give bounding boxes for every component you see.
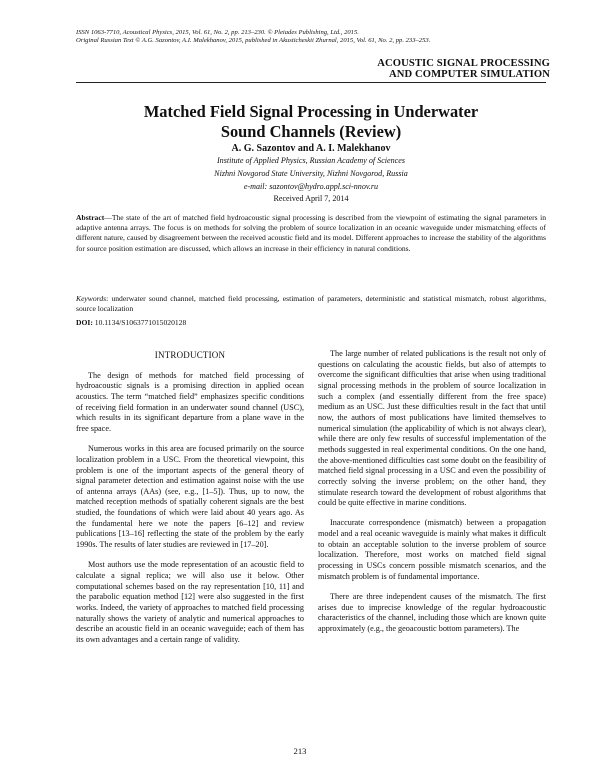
paragraph: The design of methods for matched field processing of hydroacoustic signals is a promising direction in applied ocean acoustics. The term “matched field” emphasizes specific conditions of receiving field formation in an underwater sound channel (USC), which results in its significant departure from a plane wave in the free space.: [76, 370, 304, 433]
received-date: Received April 7, 2014: [273, 194, 349, 203]
keywords-text: : underwater sound channel, matched field processing, estimation of parameters, deterministic and statistical mismatch, robust algorithms, source localization: [76, 294, 546, 314]
keywords: [76, 294, 546, 314]
abstract-text: —The state of the art of matched field hydroacoustic signal processing is described from the viewpoint of estimating the signal parameters in adaptive antenna arrays. The focus is on methods for solving the problem of source localization in an oceanic waveguide under mismatching effects of different nature, caused by disagreement between the received acoustic field and its model. Different approaches to increase the stability of the algorithms for source position estimation are discussed, which allows an increase in their efficiency in natural conditions.: [76, 213, 546, 253]
left-column: [76, 350, 304, 655]
original-text-note: Original Russian Text © A.G. Sazontov, A.I. Malekhanov, 2015, published in Akusticheskii Zhurnal, 2015, Vol. 61, No. 2, pp. 233–253.: [76, 37, 431, 44]
article-title: [76, 102, 546, 142]
abstract-label: Abstract: [76, 213, 105, 222]
authors: A. G. Sazontov and A. I. Malekhanov: [231, 143, 391, 154]
title-line-1: Matched Field Signal Processing in Underwater: [143, 102, 479, 121]
section-label-line2: AND COMPUTER SIMULATION: [388, 69, 550, 80]
doi-label: DOI:: [76, 318, 93, 327]
paragraph: Inaccurate correspondence (mismatch) between a propagation model and a real oceanic waveguide is mainly what makes it difficult to obtain an acceptable solution to the inverse problem of source localization. Therefore, most works on matched field signal processing in USCs concern possible mismatch scenarios, and the mismatch problem is of fundamental importance.: [318, 518, 546, 581]
right-column: [318, 349, 546, 644]
affiliation-2: Nizhni Novgorod State University, Nizhni Novgorod, Russia: [214, 169, 408, 178]
section-heading: INTRODUCTION: [154, 350, 226, 360]
header-divider: [76, 82, 546, 83]
section-label-line1: ACOUSTIC SIGNAL PROCESSING: [377, 58, 550, 69]
email: e-mail: sazontov@hydro.appl.sci-nnov.ru: [243, 182, 379, 191]
doi-value: 10.1134/S1063771015020128: [94, 318, 187, 327]
page-number: 213: [293, 746, 307, 756]
journal-citation: ISSN 1063-7710, Acoustical Physics, 2015, Vol. 61, No. 2, pp. 213–230. © Pleiades Publishing, Ltd., 2015.: [76, 29, 359, 36]
paragraph: Most authors use the mode representation of an acoustic field to calculate a signal replica; we will also use it below. Other computational schemes based on the ray representation [10, 11] and the parabolic equation method [12] were also suggested in the first works. Indeed, the variety of approaches to matched field processing naturally shows the variety of analytic and numerical approaches to describe an acoustic field in an oceanic waveguide; each of them has its own advantages and a certain range of validity.: [76, 560, 304, 644]
affiliation-1: Institute of Applied Physics, Russian Academy of Sciences: [216, 156, 406, 165]
paragraph: Numerous works in this area are focused primarily on the source localization problem in a USC. From the theoretical viewpoint, this problem is one of the important aspects of the general theory of signal parameter detection and estimation against noise with the use of antenna arrays (AAs) (see, e.g., [1–5]). Thus, up to now, the matched reception methods of spatially coherent signals are the best studied, the foundations of which were laid about 40 years ago. As the fundamental here we note the papers [6–12] and review publications [13–16] reflecting the state of the problem by the early 1990s. The results of later studies are reviewed in [17–20].: [76, 444, 304, 550]
paragraph: The large number of related publications is the result not only of questions on calculating the acoustic fields, but also of attempts to overcome the significant difficulties that arise when using traditional signal processing methods in the problem of source localization in such a complex (and essentially different from the free space) medium as an USC. Just these difficulties result in the fact that until now, the authors of most publications have limited themselves to numerical simulation (the applicability of which is not always clear), while there are only few results of successful implementation of the methods suggested in real experimental conditions. On the one hand, the above-mentioned difficulties cast some doubt on the feasibility of matched field signal processing in a USC and even the possibility of correctly solving the inverse problem; on the other hand, they stimulate research toward the development of robust algorithms that could be quite effective in marine conditions.: [318, 349, 546, 508]
keywords-label: Keywords: [76, 294, 107, 303]
title-line-2: Sound Channels (Review): [220, 122, 402, 141]
abstract: [76, 213, 546, 254]
doi: [76, 318, 186, 328]
paragraph: There are three independent causes of the mismatch. The first arises due to imprecise knowledge of the regular hydroacoustic characteristics of the channel, including those which are known quite approximately (e.g., the geoacoustic bottom parameters). The: [318, 591, 546, 633]
